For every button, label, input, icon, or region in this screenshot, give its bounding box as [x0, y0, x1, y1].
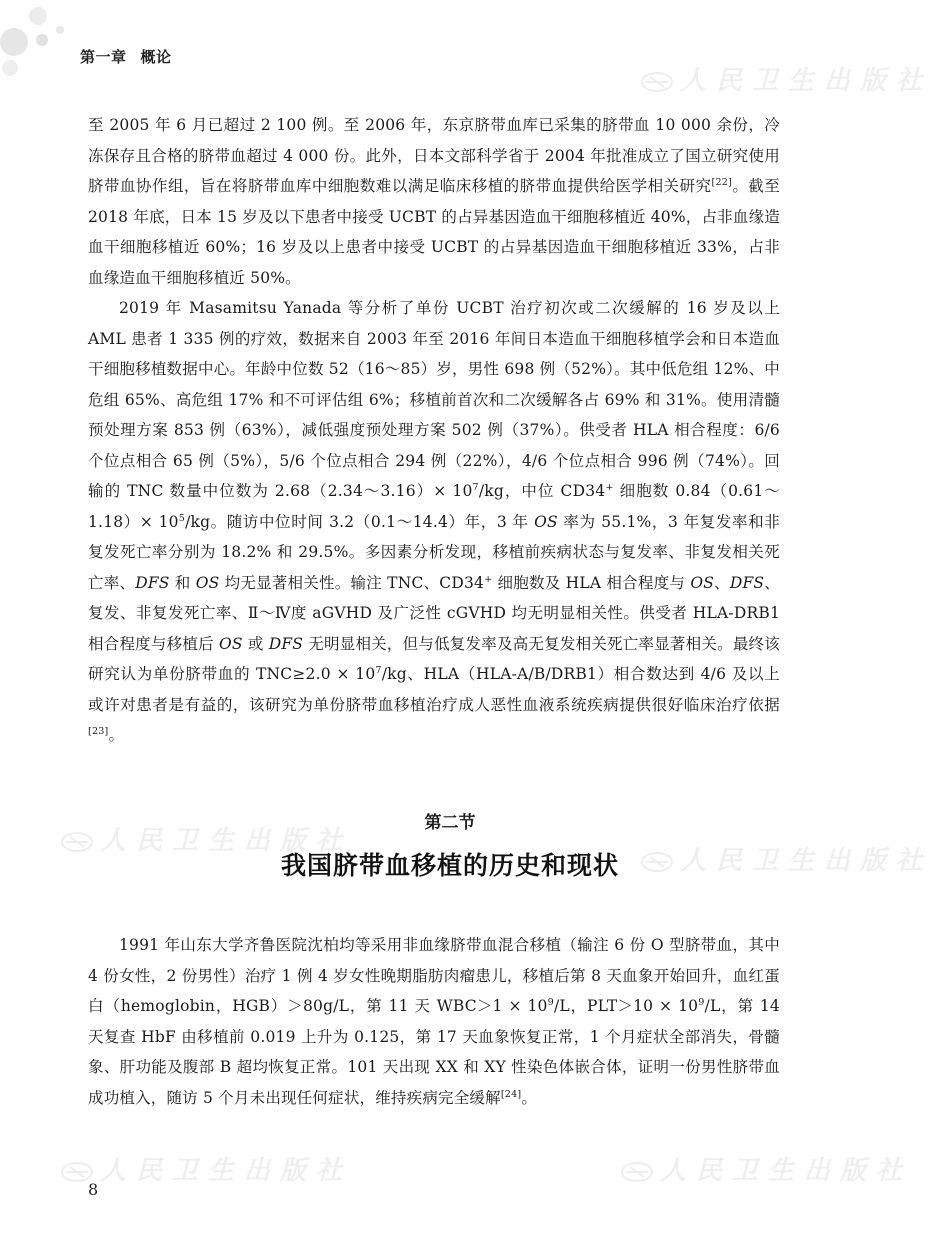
watermark: [640, 60, 932, 97]
body-text-bottom: [88, 930, 780, 1113]
watermark-text: 人民卫生出版社: [660, 1156, 913, 1186]
watermark-text: 人民卫生出版社: [100, 1156, 353, 1186]
watermark: [620, 1150, 912, 1187]
page-number: 8: [88, 1180, 99, 1199]
publisher-logo-icon: [620, 1161, 654, 1183]
paragraph-1: 至 2005 年 6 月已超过 2 100 例。至 2006 年，东京脐带血库已采集的脐带血 10 000 余份，冷冻保存且合格的脐带血超过 4 000 份。此外，日本文部科学省于 2004 年批准成立了国立研究使用脐带血协作组，旨在将脐带血库中细胞数难以满足临床移植的脐带血提供给医学相关研究[22]。截至 2018 年底，日本 15 岁及以下患者中接受 UCBT 的占异基因造血干细胞移植近 40%，占非血缘造血干细胞移植近 60%；16 岁及以上患者中接受 UCBT 的占异基因造血干细胞移植近 33%，占非血缘造血干细胞移植近 50%。: [88, 116, 780, 287]
publisher-logo-icon: [640, 71, 674, 93]
paragraph-2: 2019 年 Masamitsu Yanada 等分析了单份 UCBT 治疗初次或二次缓解的 16 岁及以上 AML 患者 1 335 例的疗效，数据来自 2003 年至 2016 年间日本造血干细胞移植学会和日本造血干细胞移植数据中心。年龄中位数 52（16～85）岁，男性 698 例（52%）。其中低危组 12%、中危组 65%、高危组 17% 和不可评估组 6%；移植前首次和二次缓解各占 69% 和 31%。使用清髓预处理方案 853 例（63%），减低强度预处理方案 502 例（37%）。供受者 HLA 相合程度：6/6 个位点相合 65 例（5%），5/6 个位点相合 294 例（22%），4/6 个位点相合 996 例（74%）。回输的 TNC 数量中位数为 2.68（2.34～3.16）× $10^7/kg$，中位 CD34+ 细胞数 0.84（0.61～1.18）× $10^5/kg$。随访中位时间 3.2（0.1～14.4）年，3 年 OS 率为 55.1%，3 年复发率和非复发死亡率分别为 18.2% 和 29.5%。多因素分析发现，移植前疾病状态与复发率、非复发相关死亡率、DFS 和 OS 均无显著相关性。输注 TNC、CD34+ 细胞数及 HLA 相合程度与 OS、DFS、复发、非复发死亡率、Ⅱ～Ⅳ度 aGVHD 及广泛性 cGVHD 均无明显相关性。供受者 HLA-DRB1 相合程度与移植后 OS 或 DFS 无明显相关，但与低复发率及高无复发相关死亡率显著相关。最终该研究认为单份脐带血的 $TNC\ge 2.0 \times 10^7/kg$、HLA（HLA-A/B/DRB1）相合数达到 4/6 及以上或许对患者是有益的，该研究为单份脐带血移植治疗成人恶性血液系统疾病提供很好临床治疗依据[23]。: [88, 299, 781, 744]
watermark-text: 人民卫生出版社: [100, 826, 353, 856]
running-head: [80, 46, 172, 67]
watermark-text: 人民卫生出版社: [680, 66, 932, 96]
paragraph-3: 1991 年山东大学齐鲁医院沈柏均等采用非血缘脐带血混合移植（输注 6 份 O 型脐带血，其中 4 份女性，2 份男性）治疗 1 例 4 岁女性晚期脂肪肉瘤患儿，移植后第 8 天血象开始回升，血红蛋白（hemoglobin，HGB）＞80g/L，第 11 天 $WBC>1 \times 10^9/L$，$PLT>10 \times 10^9/L$，第 14 天复查 HbF 由移植前 0.019 上升为 0.125，第 17 天血象恢复正常，1 个月症状全部消失，骨髓象、肝功能及腹部 B 超均恢复正常。101 天出现 XX 和 XY 性染色体嵌合体，证明一份男性脐带血成功植入，随访 5 个月未出现任何症状，维持疾病完全缓解[24]。: [88, 936, 780, 1107]
citation-ref: [22]: [711, 176, 733, 188]
section-title: 我国脐带血移植的历史和现状: [280, 851, 619, 880]
decorative-dots: [0, 0, 90, 90]
section-label: 第二节: [424, 813, 476, 833]
watermark-text: 人民卫生出版社: [680, 846, 932, 876]
chapter-number: 第一章: [80, 48, 127, 66]
body-text-top: [88, 110, 780, 751]
watermark: [60, 1150, 352, 1187]
citation-ref: [24]: [500, 1088, 522, 1100]
chapter-title: 概论: [140, 48, 172, 66]
citation-ref: [23]: [88, 725, 109, 737]
